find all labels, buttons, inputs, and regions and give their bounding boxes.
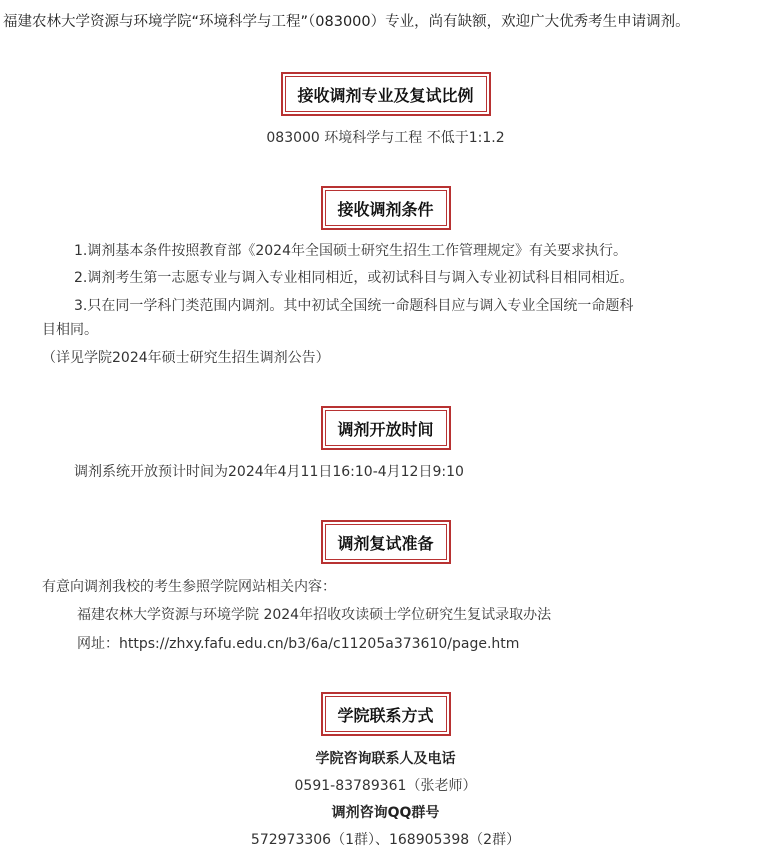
intro-paragraph: 福建农林大学资源与环境学院“环境科学与工程”（083000）专业，尚有缺额，欢迎广大优秀考生申请调剂。 xyxy=(3,14,690,30)
heading-prep-text: 调剂复试准备 xyxy=(325,524,447,560)
prep-line-2: 福建农林大学资源与环境学院 2024年招收攻读硕士学位研究生复试录取办法 xyxy=(77,607,552,623)
contact-person-label: 学院咨询联系人及电话 xyxy=(315,751,456,767)
heading-conditions-text: 接收调剂条件 xyxy=(325,190,447,226)
heading-ratio xyxy=(281,72,491,116)
heading-contact xyxy=(321,692,451,736)
ratio-line: 083000 环境科学与工程 不低于1:1.2 xyxy=(266,130,505,146)
heading-time-text: 调剂开放时间 xyxy=(325,410,447,446)
qq-numbers: 572973306（1群）、168905398（2群） xyxy=(250,832,521,848)
prep-line-1: 有意向调剂我校的考生参照学院网站相关内容： xyxy=(42,579,336,595)
prep-url[interactable]: 网址：https://zhxy.fafu.edu.cn/b3/6a/c11205a373610/page.htm xyxy=(77,636,520,652)
heading-ratio-text: 接收调剂专业及复试比例 xyxy=(285,76,487,112)
condition-item-3: 3.只在同一学科门类范围内调剂。其中初试全国统一命题科目应与调入专业全国统一命题科 xyxy=(74,298,634,314)
heading-contact-text: 学院联系方式 xyxy=(325,696,447,732)
heading-conditions xyxy=(321,186,451,230)
condition-note: （详见学院2024年硕士研究生招生调剂公告） xyxy=(42,350,330,366)
condition-item-3-cont: 目相同。 xyxy=(42,322,98,338)
condition-item-2: 2.调剂考生第一志愿专业与调入专业相同相近，或初试科目与调入专业初试科目相同相近。 xyxy=(74,270,634,286)
heading-time xyxy=(321,406,451,450)
condition-item-1: 1.调剂基本条件按照教育部《2024年全国硕士研究生招生工作管理规定》有关要求执行。 xyxy=(74,243,627,259)
qq-label: 调剂咨询QQ群号 xyxy=(331,805,440,821)
contact-phone: 0591-83789361（张老师） xyxy=(294,778,477,794)
heading-prep xyxy=(321,520,451,564)
time-line: 调剂系统开放预计时间为2024年4月11日16:10-4月12日9:10 xyxy=(74,464,464,480)
